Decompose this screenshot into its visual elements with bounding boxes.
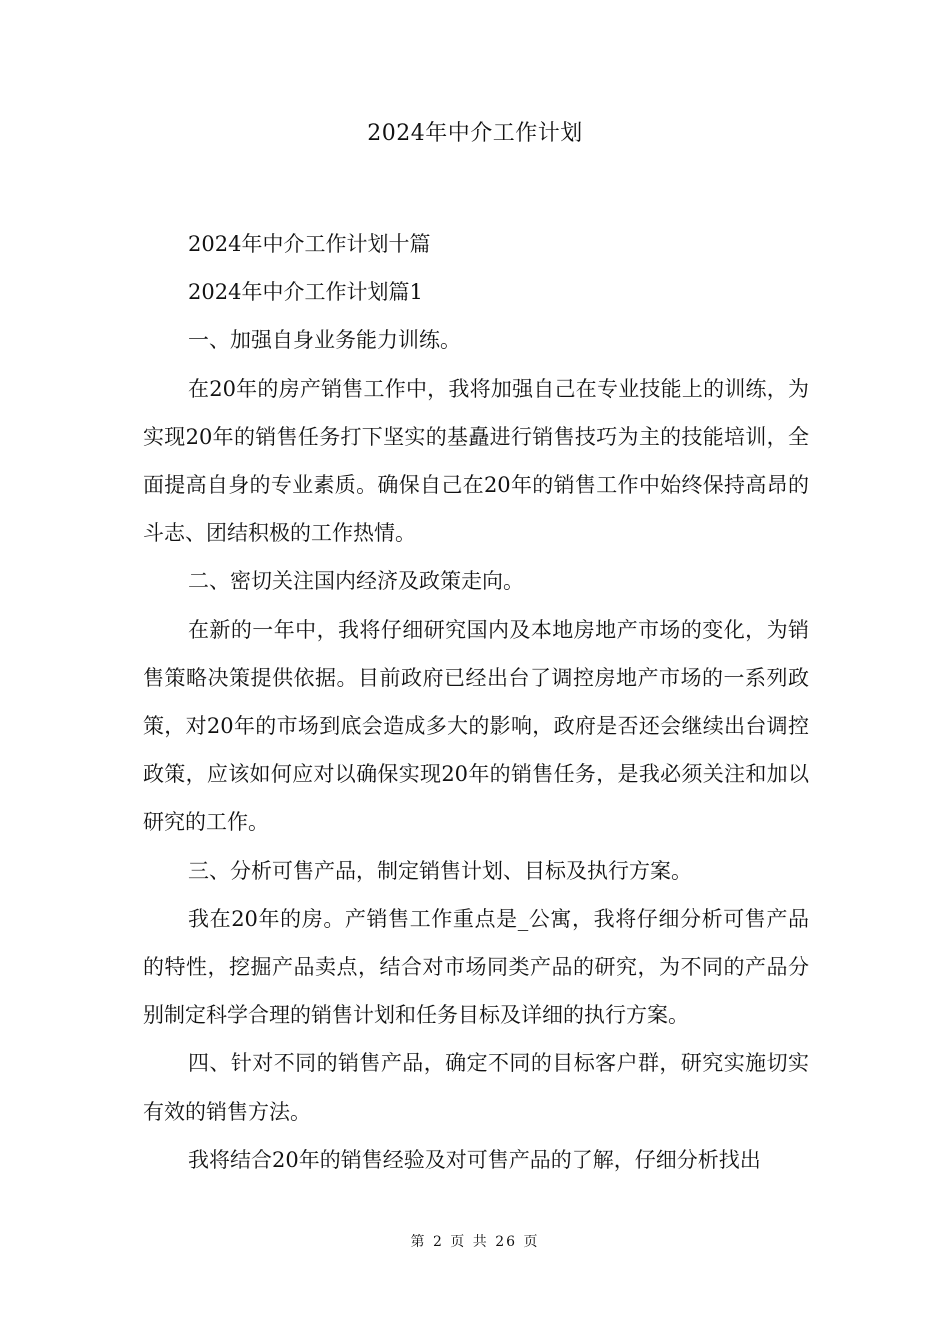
paragraph: 在新的一年中，我将仔细研究国内及本地房地产市场的变化，为销售策略决策提供依据。目前政府已经出台了调控房地产市场的一系列政策，对20年的市场到底会造成多大的影响，政府是否还会继续出台调控政策，应该如何应对以确保实现20年的销售任务，是我必须关注和加以研究的工作。 [143,617,809,835]
section-heading-4: 四、针对不同的销售产品，确定不同的目标客户群，研究实施切实有效的销售方法。 [143,1051,809,1124]
paragraph-heading: 2024年中介工作计划十篇 [188,232,431,256]
document-body [143,220,809,1184]
page-title: 2024年中介工作计划 [367,121,583,146]
paragraph: 我将结合20年的销售经验及对可售产品的了解，仔细分析找出 [188,1147,761,1172]
section-heading-1: 一、加强自身业务能力训练。 [188,328,461,353]
section-heading-2: 二、密切关注国内经济及政策走向。 [188,569,524,594]
section-heading-3: 三、分析可售产品，制定销售计划、目标及执行方案。 [188,858,692,883]
paragraph: 在20年的房产销售工作中，我将加强自己在专业技能上的训练，为实现20年的销售任务打下坚实的基矗进行销售技巧为主的技能培训，全面提高自身的专业素质。确保自己在20年的销售工作中始终保持高昂的斗志、团结积极的工作热情。 [143,376,809,546]
paragraph-subheading: 2024年中介工作计划篇1 [188,280,423,305]
paragraph: 我在20年的房。产销售工作重点是_公寓，我将仔细分析可售产品的特性，挖掘产品卖点，结合对市场同类产品的研究，为不同的产品分别制定科学合理的销售计划和任务目标及详细的执行方案。 [143,906,809,1028]
page-footer: 第 2 页 共 26 页 [410,1234,540,1250]
